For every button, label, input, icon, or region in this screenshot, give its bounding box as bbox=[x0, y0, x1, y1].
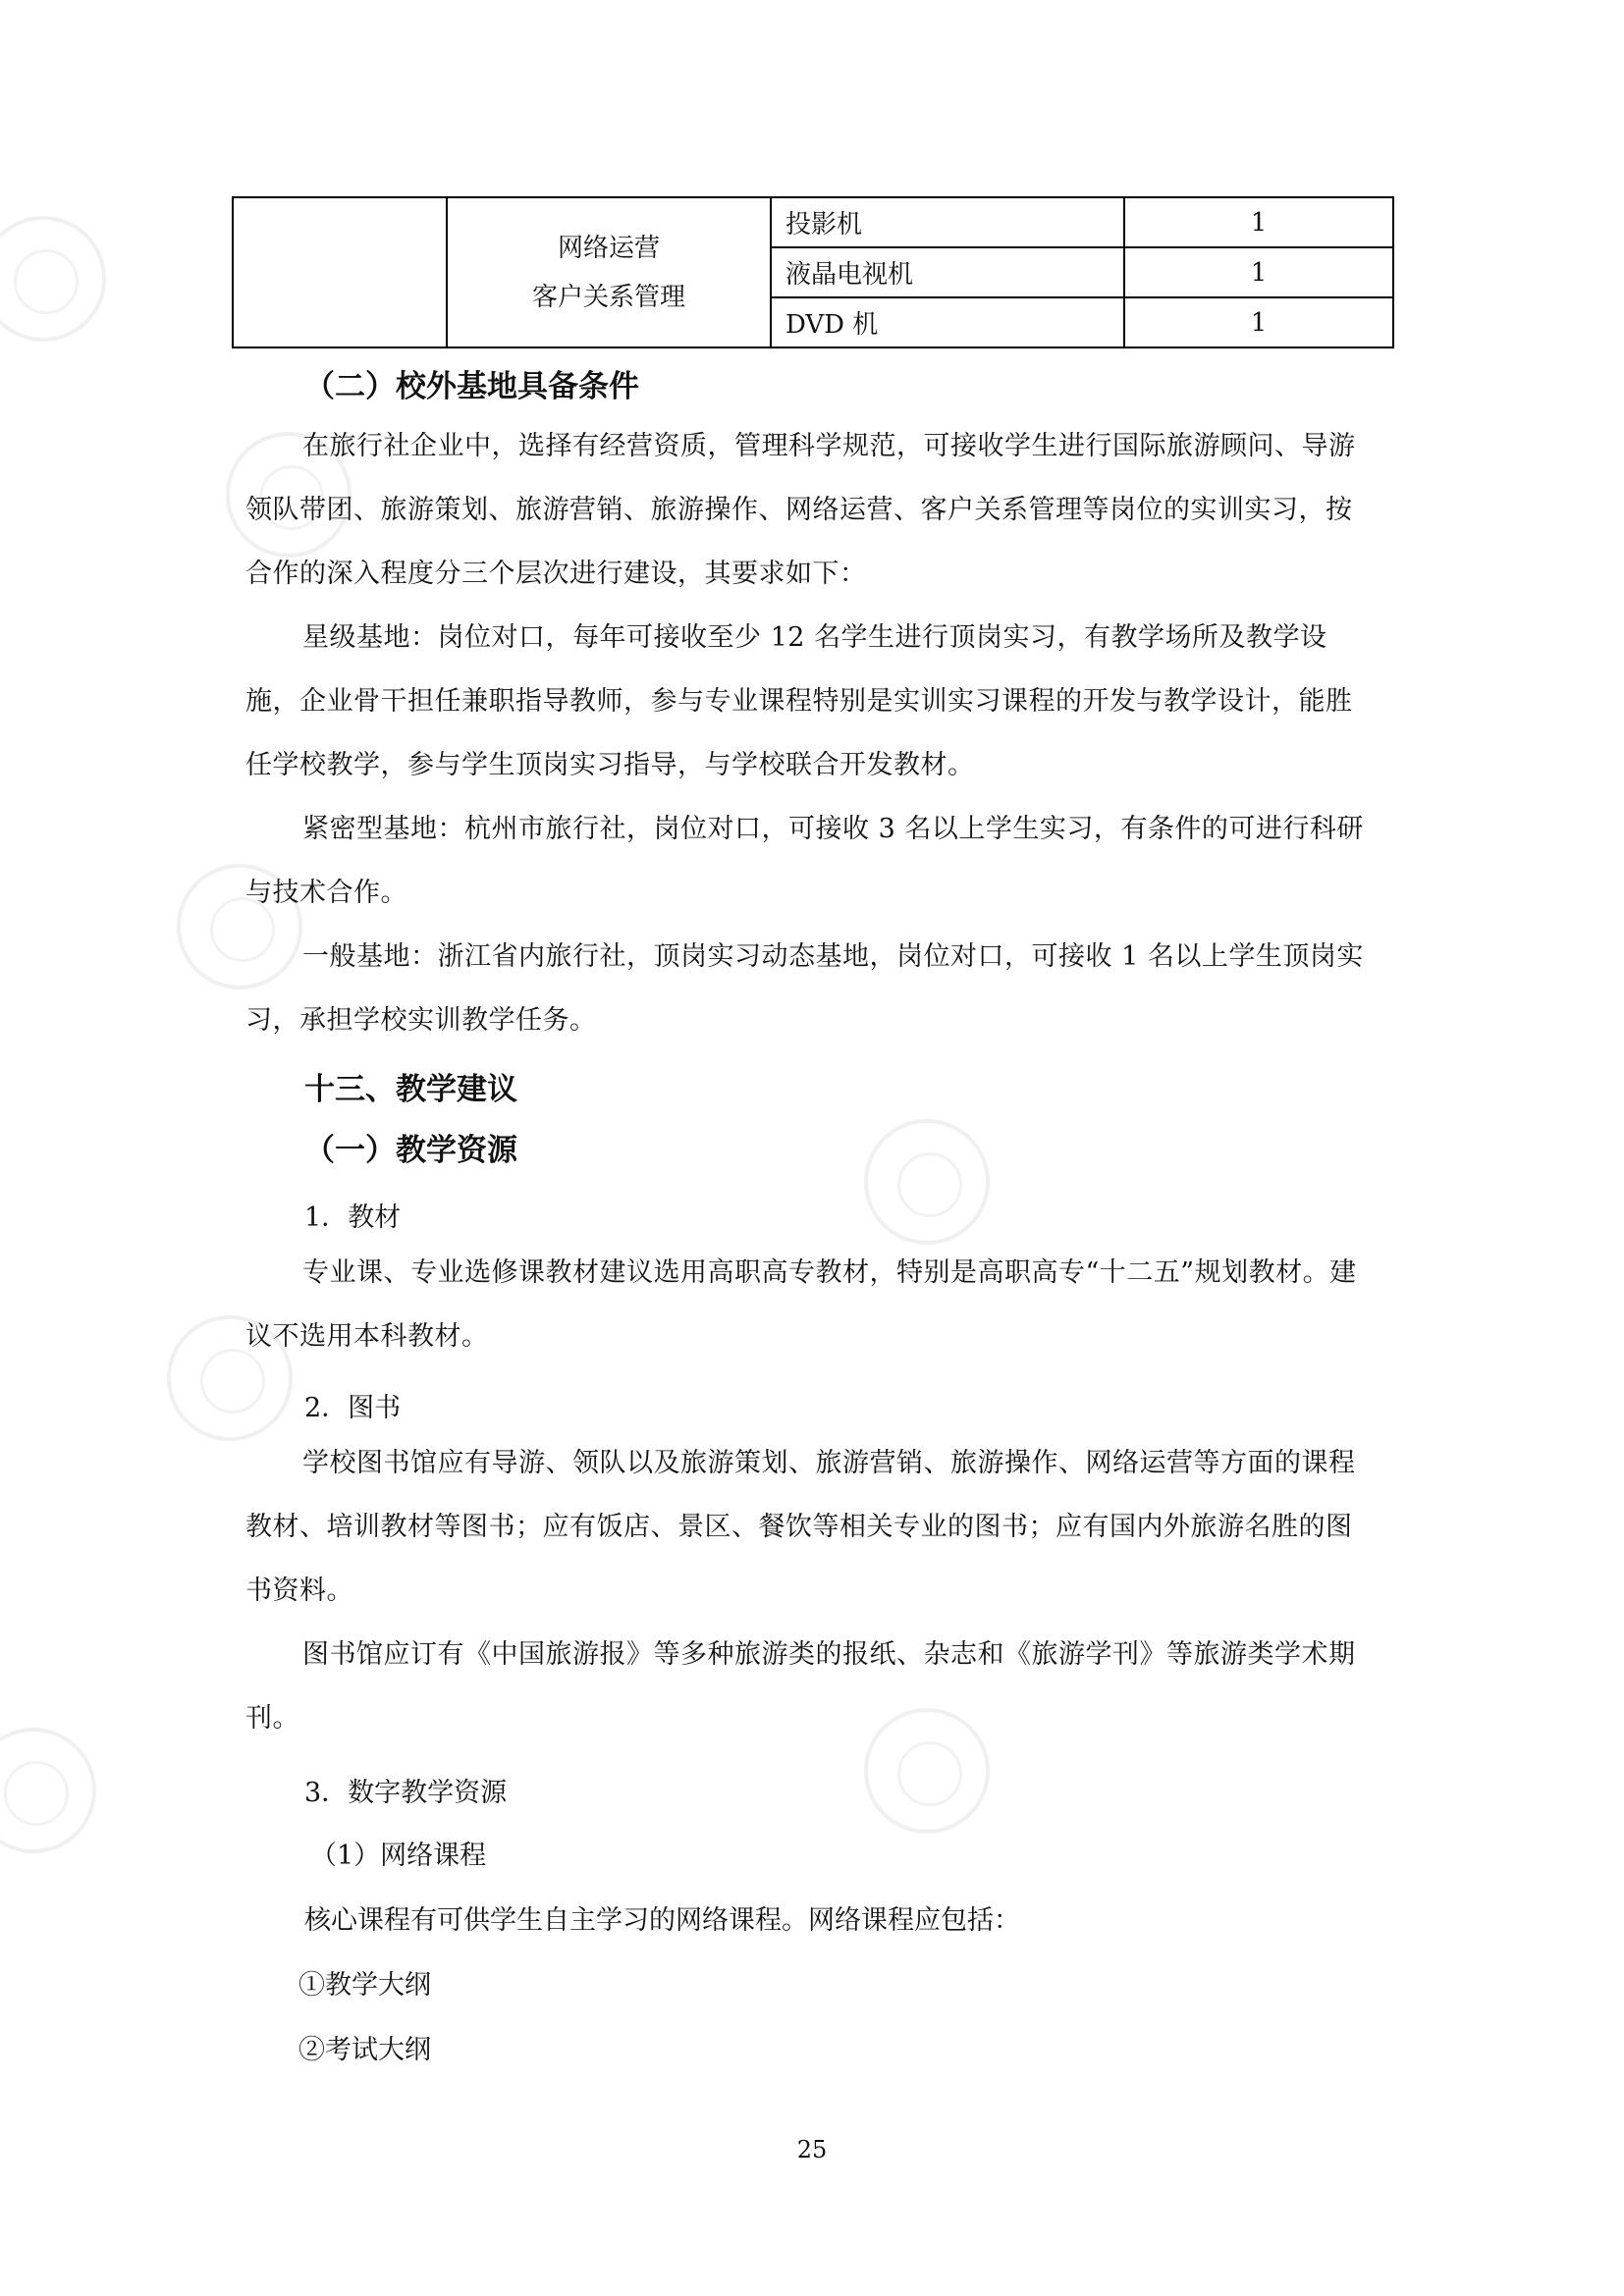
paragraph: 学校图书馆应有导游、领队以及旅游策划、旅游营销、旅游操作、网络运营等方面的课程教材、培训教材等图书；应有饭店、景区、餐饮等相关专业的图书；应有国内外旅游名胜的图书资料。 bbox=[245, 1448, 1356, 1606]
table-row bbox=[233, 197, 1393, 247]
item-title: 2．图书 bbox=[304, 1393, 402, 1423]
list-item: ②考试大纲 bbox=[298, 2035, 431, 2065]
equipment-table bbox=[232, 196, 1394, 348]
body-text-block bbox=[245, 414, 1379, 1052]
body-text-block bbox=[245, 1431, 1379, 1750]
watermark-seal bbox=[0, 1728, 96, 1853]
body-text-block bbox=[245, 1241, 1379, 1368]
room-line: 客户关系管理 bbox=[531, 282, 685, 312]
table-cell-qty: 1 bbox=[1124, 247, 1393, 297]
table-cell-item: DVD 机 bbox=[771, 297, 1124, 347]
list-item: ①教学大纲 bbox=[298, 1970, 431, 2001]
table-cell-item: 液晶电视机 bbox=[771, 247, 1124, 297]
table-cell-room bbox=[447, 197, 771, 347]
page-number: 25 bbox=[796, 2136, 828, 2163]
table-cell-qty: 1 bbox=[1124, 297, 1393, 347]
paragraph: 图书馆应订有《中国旅游报》等多种旅游类的报纸、杂志和《旅游学刊》等旅游类学术期刊。 bbox=[245, 1639, 1356, 1734]
paragraph: 星级基地：岗位对口，每年可接收至少 12 名学生进行顶岗实习，有教学场所及教学设施，企业骨干担任兼职指导教师，参与专业课程特别是实训实习课程的开发与教学设计，能胜任学校教学，参与学生顶岗实习指导，与学校联合开发教材。 bbox=[245, 622, 1353, 780]
sub-item-title: （1）网络课程 bbox=[310, 1841, 487, 1871]
paragraph: 核心课程有可供学生自主学习的网络课程。网络课程应包括： bbox=[304, 1905, 1020, 1936]
item-title: 3．数字教学资源 bbox=[304, 1778, 508, 1808]
paragraph: 专业课、专业选修课教材建议选用高职高专教材，特别是高职高专“十二五”规划教材。建议不选用本科教材。 bbox=[245, 1257, 1357, 1352]
section-heading: （一）教学资源 bbox=[304, 1133, 517, 1168]
watermark-seal bbox=[0, 216, 106, 342]
table-cell-empty bbox=[233, 197, 447, 347]
table-cell-qty: 1 bbox=[1124, 197, 1393, 247]
room-line: 网络运营 bbox=[557, 233, 660, 263]
paragraph: 紧密型基地：杭州市旅行社，岗位对口，可接收 3 名以上学生实习，有条件的可进行科研与技术合作。 bbox=[245, 814, 1364, 908]
section-heading: （二）校外基地具备条件 bbox=[304, 369, 639, 404]
chapter-heading: 十三、教学建议 bbox=[304, 1072, 517, 1107]
paragraph: 一般基地：浙江省内旅行社，顶岗实习动态基地，岗位对口，可接收 1 名以上学生顶岗实习，承担学校实训教学任务。 bbox=[245, 941, 1364, 1036]
table-cell-item: 投影机 bbox=[771, 197, 1124, 247]
watermark-seal bbox=[864, 1119, 990, 1245]
paragraph: 在旅行社企业中，选择有经营资质，管理科学规范，可接收学生进行国际旅游顾问、导游领队带团、旅游策划、旅游营销、旅游操作、网络运营、客户关系管理等岗位的实训实习，按合作的深入程度分三个层次进行建设，其要求如下： bbox=[245, 431, 1356, 589]
item-title: 1．教材 bbox=[304, 1202, 402, 1233]
